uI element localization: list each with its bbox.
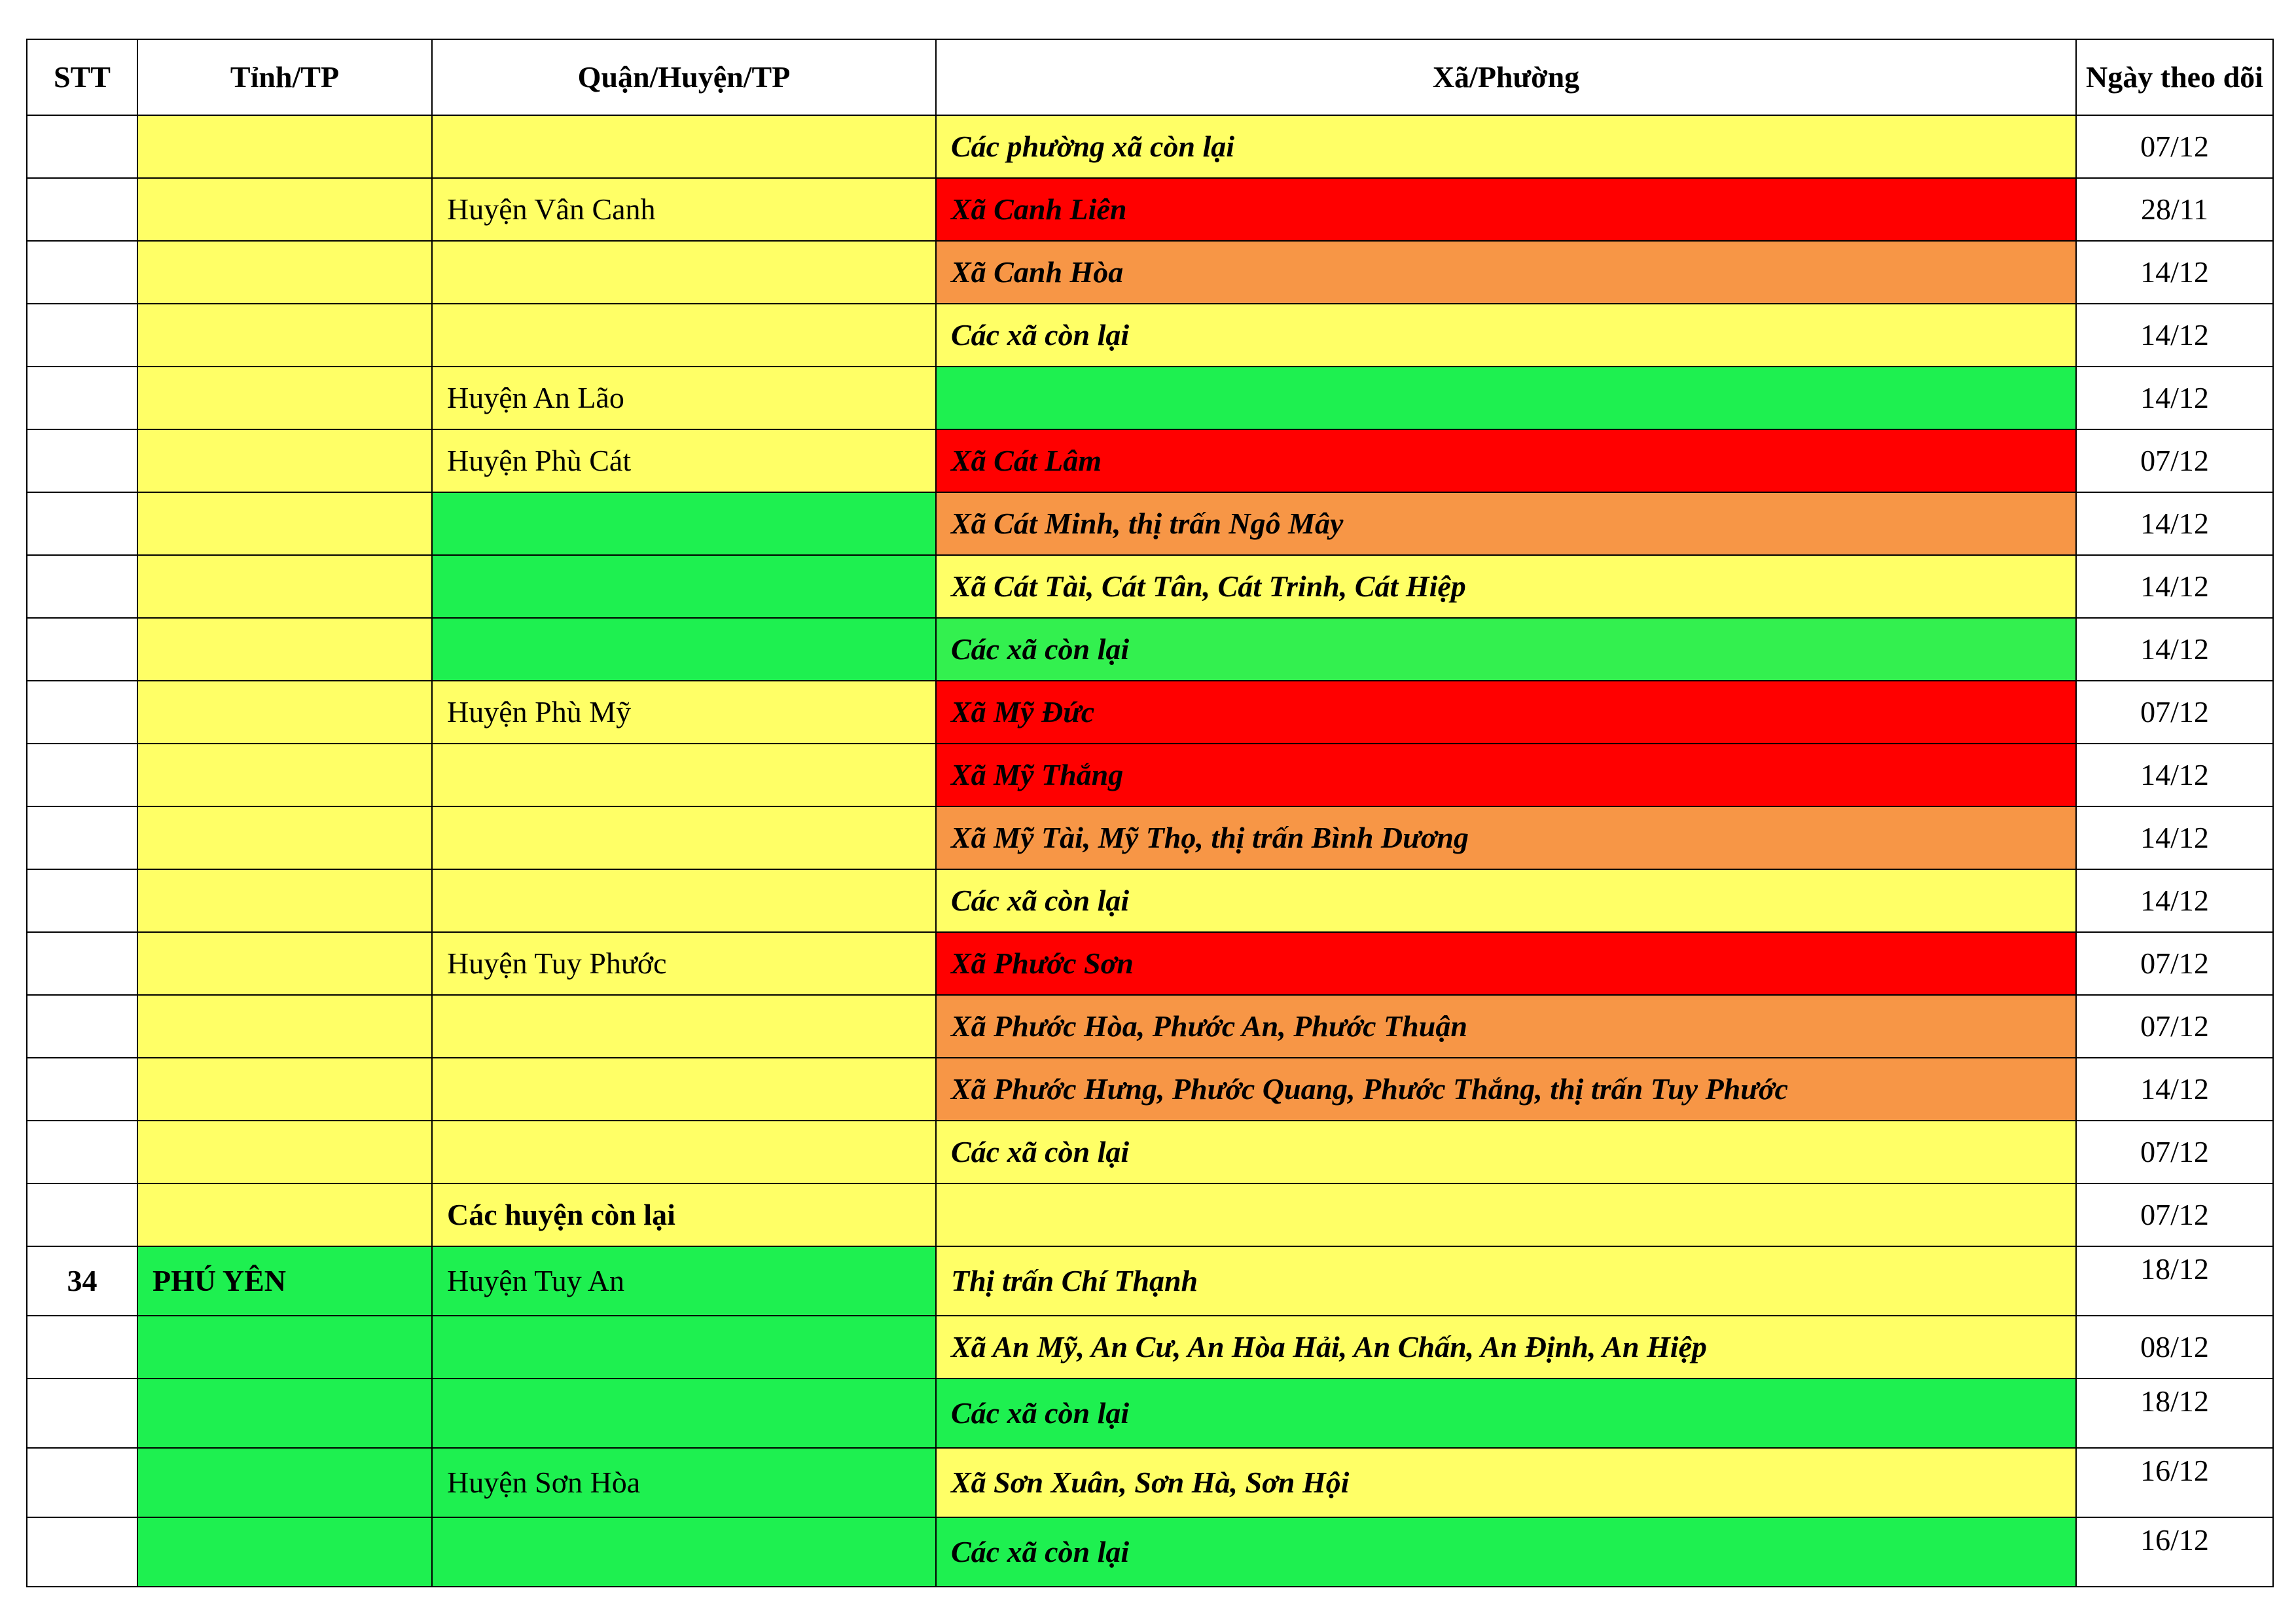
- ward-cell: Xã Phước Hưng, Phước Quang, Phước Thắng, thị trấn Tuy Phước: [936, 1058, 2076, 1121]
- stt-cell: [27, 1058, 137, 1121]
- province-cell: [137, 806, 432, 869]
- stt-cell: [27, 304, 137, 367]
- table-row: [27, 304, 2273, 367]
- ward-cell: Xã Canh Liên: [936, 178, 2076, 241]
- province-cell: [137, 1316, 432, 1379]
- table-row: [27, 178, 2273, 241]
- table-row: [27, 1379, 2273, 1448]
- province-cell: [137, 995, 432, 1058]
- district-cell: Huyện Tuy Phước: [432, 932, 936, 995]
- district-cell: Huyện Tuy An: [432, 1246, 936, 1316]
- province-cell: [137, 178, 432, 241]
- ward-cell: Xã An Mỹ, An Cư, An Hòa Hải, An Chấn, An Định, An Hiệp: [936, 1316, 2076, 1379]
- ward-cell: Xã Cát Minh, thị trấn Ngô Mây: [936, 492, 2076, 555]
- ward-cell: Xã Mỹ Thắng: [936, 744, 2076, 806]
- stt-cell: [27, 1316, 137, 1379]
- date-cell: 14/12: [2076, 869, 2273, 932]
- table-row: [27, 681, 2273, 744]
- header-date: Ngày theo dõi: [2076, 39, 2273, 115]
- province-cell: [137, 869, 432, 932]
- date-cell: 14/12: [2076, 806, 2273, 869]
- province-cell: [137, 1448, 432, 1517]
- date-cell: 14/12: [2076, 744, 2273, 806]
- district-cell: [432, 995, 936, 1058]
- stt-cell: [27, 115, 137, 178]
- province-cell: [137, 492, 432, 555]
- ward-cell: Các xã còn lại: [936, 869, 2076, 932]
- ward-cell: Thị trấn Chí Thạnh: [936, 1246, 2076, 1316]
- ward-cell: Các xã còn lại: [936, 1121, 2076, 1183]
- date-cell: 07/12: [2076, 932, 2273, 995]
- date-cell: 07/12: [2076, 995, 2273, 1058]
- date-cell: 07/12: [2076, 1121, 2273, 1183]
- ward-cell: [936, 367, 2076, 429]
- stt-cell: 34: [27, 1246, 137, 1316]
- table-row: [27, 1316, 2273, 1379]
- district-cell: [432, 806, 936, 869]
- date-cell: 14/12: [2076, 1058, 2273, 1121]
- date-cell: 18/12: [2076, 1379, 2273, 1448]
- covid-risk-table: [26, 39, 2274, 1587]
- table-row: [27, 1517, 2273, 1587]
- province-cell: [137, 115, 432, 178]
- province-cell: [137, 555, 432, 618]
- table-row: [27, 1448, 2273, 1517]
- date-cell: 14/12: [2076, 367, 2273, 429]
- district-cell: Huyện Vân Canh: [432, 178, 936, 241]
- ward-cell: [936, 1183, 2076, 1246]
- table-row: [27, 744, 2273, 806]
- date-cell: 07/12: [2076, 115, 2273, 178]
- district-cell: [432, 1379, 936, 1448]
- province-cell: [137, 618, 432, 681]
- ward-cell: Các xã còn lại: [936, 1379, 2076, 1448]
- ward-cell: Xã Cát Tài, Cát Tân, Cát Trinh, Cát Hiệp: [936, 555, 2076, 618]
- ward-cell: Các xã còn lại: [936, 1517, 2076, 1587]
- date-cell: 14/12: [2076, 618, 2273, 681]
- stt-cell: [27, 618, 137, 681]
- date-cell: 18/12: [2076, 1246, 2273, 1316]
- date-cell: 07/12: [2076, 1183, 2273, 1246]
- ward-cell: Các xã còn lại: [936, 618, 2076, 681]
- district-cell: Các huyện còn lại: [432, 1183, 936, 1246]
- table-row: [27, 1183, 2273, 1246]
- province-cell: [137, 1058, 432, 1121]
- table-row: [27, 932, 2273, 995]
- province-cell: [137, 681, 432, 744]
- stt-cell: [27, 492, 137, 555]
- table-row: [27, 115, 2273, 178]
- date-cell: 14/12: [2076, 304, 2273, 367]
- district-cell: [432, 618, 936, 681]
- date-cell: 08/12: [2076, 1316, 2273, 1379]
- district-cell: [432, 1316, 936, 1379]
- date-cell: 07/12: [2076, 429, 2273, 492]
- district-cell: [432, 744, 936, 806]
- district-cell: [432, 1517, 936, 1587]
- district-cell: Huyện Phù Cát: [432, 429, 936, 492]
- header-district: Quận/Huyện/TP: [432, 39, 936, 115]
- ward-cell: Các xã còn lại: [936, 304, 2076, 367]
- ward-cell: Xã Canh Hòa: [936, 241, 2076, 304]
- stt-cell: [27, 681, 137, 744]
- ward-cell: Xã Mỹ Đức: [936, 681, 2076, 744]
- header-province: Tỉnh/TP: [137, 39, 432, 115]
- table-row: [27, 806, 2273, 869]
- ward-cell: Xã Phước Sơn: [936, 932, 2076, 995]
- province-cell: [137, 1379, 432, 1448]
- district-cell: Huyện Phù Mỹ: [432, 681, 936, 744]
- stt-cell: [27, 1448, 137, 1517]
- province-cell: [137, 367, 432, 429]
- ward-cell: Các phường xã còn lại: [936, 115, 2076, 178]
- district-cell: [432, 492, 936, 555]
- stt-cell: [27, 806, 137, 869]
- province-cell: [137, 241, 432, 304]
- district-cell: [432, 869, 936, 932]
- district-cell: [432, 115, 936, 178]
- ward-cell: Xã Phước Hòa, Phước An, Phước Thuận: [936, 995, 2076, 1058]
- district-cell: [432, 555, 936, 618]
- date-cell: 14/12: [2076, 241, 2273, 304]
- stt-cell: [27, 241, 137, 304]
- date-cell: 16/12: [2076, 1517, 2273, 1587]
- stt-cell: [27, 178, 137, 241]
- table-row: [27, 367, 2273, 429]
- district-cell: Huyện An Lão: [432, 367, 936, 429]
- table-row: [27, 1246, 2273, 1316]
- province-cell: [137, 744, 432, 806]
- stt-cell: [27, 555, 137, 618]
- ward-cell: Xã Sơn Xuân, Sơn Hà, Sơn Hội: [936, 1448, 2076, 1517]
- stt-cell: [27, 367, 137, 429]
- stt-cell: [27, 1517, 137, 1587]
- stt-cell: [27, 1183, 137, 1246]
- stt-cell: [27, 995, 137, 1058]
- table-row: [27, 429, 2273, 492]
- ward-cell: Xã Cát Lâm: [936, 429, 2076, 492]
- province-cell: [137, 1517, 432, 1587]
- district-cell: [432, 1058, 936, 1121]
- table-row: [27, 618, 2273, 681]
- district-cell: [432, 241, 936, 304]
- province-cell: [137, 304, 432, 367]
- province-cell: [137, 932, 432, 995]
- header-ward: Xã/Phường: [936, 39, 2076, 115]
- table-row: [27, 555, 2273, 618]
- province-cell: [137, 1121, 432, 1183]
- stt-cell: [27, 1379, 137, 1448]
- table-row: [27, 1058, 2273, 1121]
- district-cell: Huyện Sơn Hòa: [432, 1448, 936, 1517]
- stt-cell: [27, 1121, 137, 1183]
- ward-cell: Xã Mỹ Tài, Mỹ Thọ, thị trấn Bình Dương: [936, 806, 2076, 869]
- date-cell: 14/12: [2076, 492, 2273, 555]
- stt-cell: [27, 744, 137, 806]
- table-row: [27, 1121, 2273, 1183]
- table-row: [27, 241, 2273, 304]
- stt-cell: [27, 869, 137, 932]
- district-cell: [432, 304, 936, 367]
- province-cell: PHÚ YÊN: [137, 1246, 432, 1316]
- province-cell: [137, 1183, 432, 1246]
- header-row: [27, 39, 2273, 115]
- date-cell: 14/12: [2076, 555, 2273, 618]
- district-cell: [432, 1121, 936, 1183]
- stt-cell: [27, 932, 137, 995]
- table-row: [27, 492, 2273, 555]
- province-cell: [137, 429, 432, 492]
- date-cell: 28/11: [2076, 178, 2273, 241]
- header-stt: STT: [27, 39, 137, 115]
- table-row: [27, 869, 2273, 932]
- stt-cell: [27, 429, 137, 492]
- date-cell: 16/12: [2076, 1448, 2273, 1517]
- table-row: [27, 995, 2273, 1058]
- date-cell: 07/12: [2076, 681, 2273, 744]
